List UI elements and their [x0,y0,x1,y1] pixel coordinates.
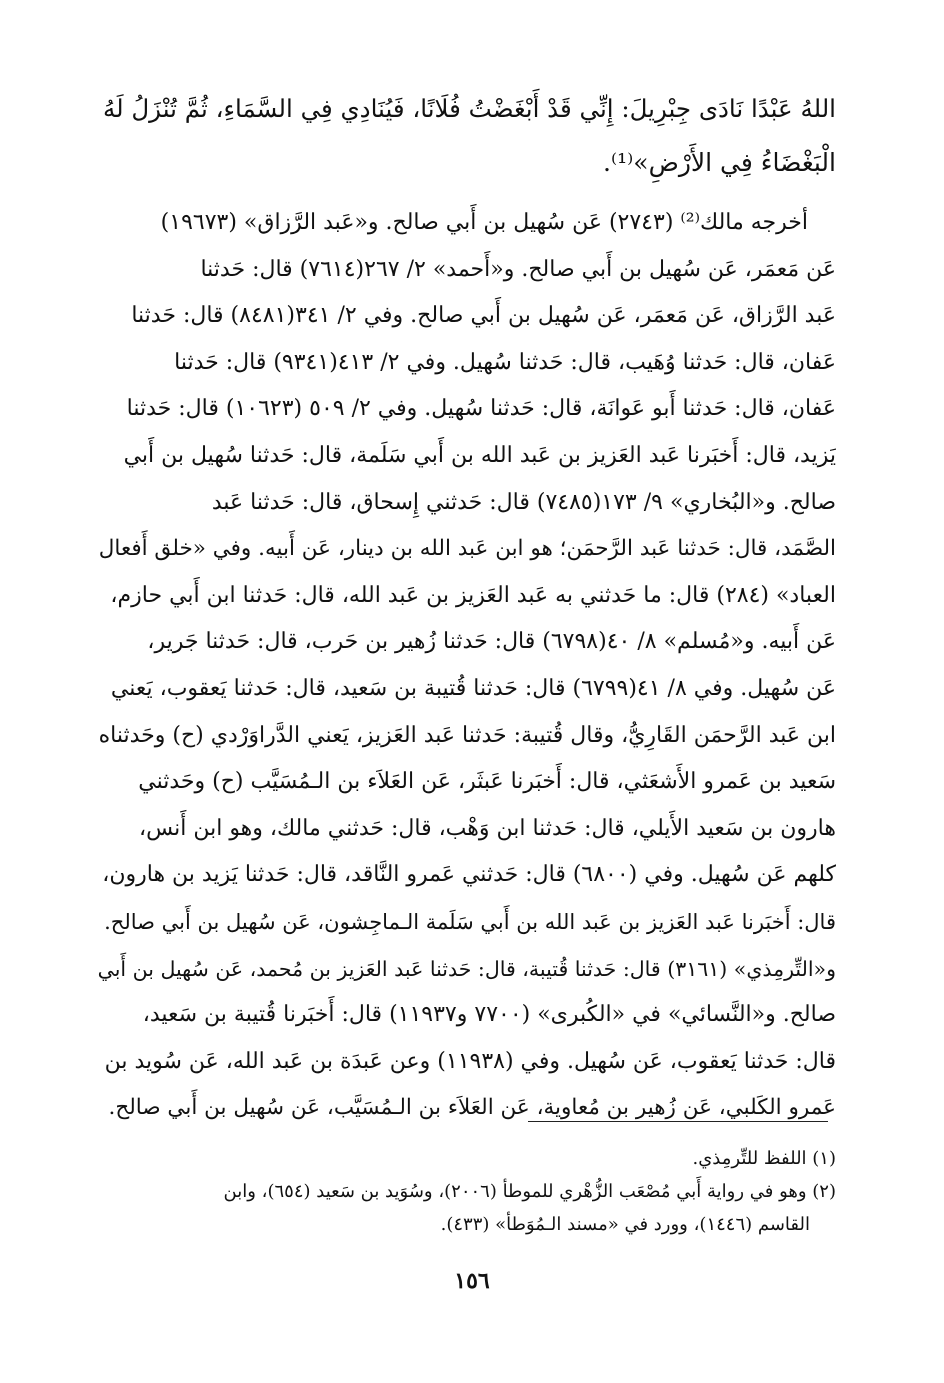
footnotes [96,1142,836,1241]
paragraph-line: سَعيد بن عَمرو الأَشعَثي، قال: أَخبَرنا عَبثَر، عَن العَلاَء بن الـمُسَيَّب (ح) وحَدثني [138,769,836,795]
paragraph-line: العباد» (٢٨٤) قال: ما حَدثني به عَبد العَزيز بن عَبد الله، قال: حَدثنا ابن أَبي حازم، [110,582,836,608]
paragraph-line: عَفان، قال: حَدثنا أَبو عَوانَة، قال: حَدثنا سُهيل. وفي ٢/ ٥٠٩ (١٠٦٢٣) قال: حَدثنا [126,396,836,422]
paragraph-line: كلهم عَن سُهيل. وفي (٦٨٠٠) قال: حَدثني عَمرو النَّاقد، قال: حَدثنا يَزيد بن هارون، [102,862,836,888]
paragraph-line: عَبد الرَّزاق، عَن مَعمَر، عَن سُهيل بن أَبي صالح. وفي ٢/ ٣٤١(٨٤٨١) قال: حَدثنا [131,303,836,329]
paragraph-line: يَزيد، قال: أَخبَرنا عَبد العَزيز بن عَبد الله بن أَبي سَلَمة، قال: حَدثنا سُهيل بن أَبي [123,442,836,468]
hadith-line: الْبَغْضَاءُ فِي الأَرْضِ»⁽¹⁾. [603,148,836,177]
footnote-divider [528,1121,828,1122]
footnote-1: (١) اللفظ للتِّرمِذي. [692,1148,836,1169]
paragraph-line: أخرجه مالك⁽²⁾ (٢٧٤٣) عَن سُهيل بن أَبي صالح. و«عَبد الرَّزاق» (١٩٦٧٣) [160,210,808,235]
paragraph-line: قال: أَخبَرنا عَبد العَزيز بن عَبد الله بن أَبي سَلَمة الـماجِشون، عَن سُهيل بن أَبي صالح. [104,909,836,934]
paragraph-line: عَن مَعمَر، عَن سُهيل بن أَبي صالح. و«أَحمد» ٢/ ٢٦٧(٧٦١٤) قال: حَدثنا [200,256,836,282]
hadith-text [96,82,836,190]
paragraph-line: و«التِّرمِذي» (٣١٦١) قال: حَدثنا قُتيبة، قال: حَدثنا عَبد العَزيز بن مُحمد، عَن سُهيل بن أَبي [97,956,836,981]
paragraph-line: صالح. و«البُخاري» ٩/ ١٧٣(٧٤٨٥) قال: حَدثني إِسحاق، قال: حَدثنا عَبد [211,489,836,515]
paragraph-line: عَمرو الكَلبي، عَن زُهير بن مُعاوية، عَن العَلاَء بن الـمُسَيَّب، عَن سُهيل بن أَبي صالح. [108,1095,836,1121]
footnote-2: (٢) وهو في رواية أَبي مُصْعَب الزُّهْري للموطأ (٢٠٠٦)، وسُوَيد بن سَعيد (٦٥٤)، وابن [223,1181,836,1202]
paragraph-line: صالح. و«النَّسائي» في «الكُبرى» (٧٧٠٠ و١١٩٣٧) قال: أَخبَرنا قُتيبة بن سَعيد، [142,1002,836,1028]
footnote-2-continuation: القاسم (١٤٤٦)، وورد في «مسند الـمُوَطأ» (٤٣٣). [440,1214,810,1235]
takhrij-paragraph [96,200,836,1132]
paragraph-line: عَفان، قال: حَدثنا وُهَيب، قال: حَدثنا سُهيل. وفي ٢/ ٤١٣(٩٣٤١) قال: حَدثنا [174,349,836,375]
paragraph-line: عَن سُهيل. وفي ٨/ ٤١(٦٧٩٩) قال: حَدثنا قُتيبة بن سَعيد، قال: حَدثنا يَعقوب، يَعني [110,675,836,701]
paragraph-line: ابن عَبد الرَّحمَن القَارِيُّ، وقال قُتيبة: حَدثنا عَبد العَزيز، يَعني الدَّراوَرْدي (ح) وحَدثناه [98,722,836,748]
paragraph-line: قال: حَدثنا يَعقوب، عَن سُهيل. وفي (١١٩٣٨) وعن عَبدَة بن عَبد الله، عَن سُويد بن [104,1048,836,1074]
paragraph-line: هارون بن سَعيد الأَيلي، قال: حَدثنا ابن وَهْب، قال: حَدثني مالك، وهو ابن أَنس، [138,815,836,841]
paragraph-line: عَن أَبيه. و«مُسلم» ٨/ ٤٠(٦٧٩٨) قال: حَدثنا زُهير بن حَرب، قال: حَدثنا جَرير، [147,629,836,655]
hadith-line: اللهُ عَبْدًا نَادَى جِبْرِيلَ: إِنِّي قَدْ أَبْغَضْتُ فُلَانًا، فَيُنَادِي فِي السَّمَاءِ، ثُمَّ تُنْزَلُ لَهُ [102,94,836,123]
paragraph-line: الصَّمَد، قال: حَدثنا عَبد الرَّحمَن؛ هو ابن عَبد الله بن دينار، عَن أَبيه. وفي «خلق أَفعال [98,536,836,562]
page-number: ١٥٦ [454,1268,490,1294]
